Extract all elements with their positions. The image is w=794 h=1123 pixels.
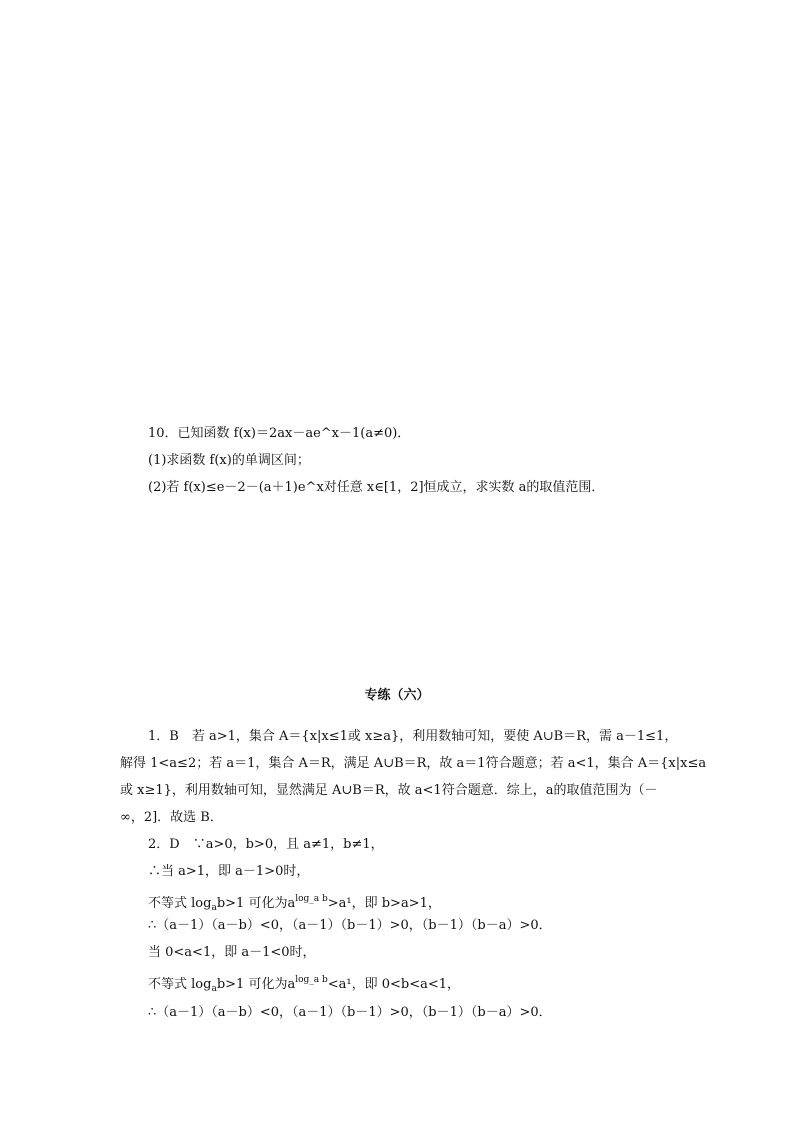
log-base: a	[211, 903, 217, 913]
problem-10-part-1: (1)求函数 f(x)的单调区间；	[148, 453, 310, 468]
exponent: log_a b	[295, 894, 328, 904]
answer-1-line-4: ∞，2]．故选 B．	[120, 810, 223, 825]
section-title: 专练（六）	[364, 688, 430, 703]
answer-2-line-6-post: <a¹，即 0<b<a<1，	[327, 977, 461, 992]
answer-2-line-3-mid: b>1 可化为a	[216, 896, 296, 911]
problem-10-part-2: (2)若 f(x)≤e－2－(a＋1)e^x对任意 x∈[1，2]恒成立，求实数 a的取值范围．	[148, 480, 605, 495]
answer-1-line-3: 或 x≥1}，利用数轴可知，显然满足 A∪B＝R，故 a<1符合题意．综上，a的取值范围为（－	[120, 783, 658, 798]
answer-2-line-2: ∴当 a>1，即 a－1>0时，	[148, 864, 310, 879]
answer-2-line-6-mid: b>1 可化为a	[216, 977, 296, 992]
answer-2-line-3	[148, 889, 441, 913]
log-base: a	[211, 984, 217, 994]
answer-2-line-3-pre: 不等式 log	[148, 896, 212, 911]
answer-1-line-2: 解得 1<a≤2；若 a＝1，集合 A＝R，满足 A∪B＝R，故 a＝1符合题意；若 a<1，集合 A＝{x|x≤a	[120, 756, 707, 771]
answer-2-line-6-pre: 不等式 log	[148, 977, 212, 992]
answer-2-line-1: 2．D ∵a>0，b>0，且 a≠1，b≠1，	[148, 837, 384, 852]
problem-10-statement: 10．已知函数 f(x)＝2ax－ae^x－1(a≠0)．	[148, 426, 411, 441]
answer-2-line-6	[148, 970, 461, 994]
exponent: log_a b	[295, 975, 328, 985]
answer-2-line-7: ∴（a－1）（a－b）<0，（a－1）（b－1）>0，（b－1）（b－a）>0．	[148, 1005, 552, 1020]
answer-2-line-4: ∴（a－1）（a－b）<0，（a－1）（b－1）>0，（b－1）（b－a）>0．	[148, 918, 552, 933]
answer-1-line-1: 1．B 若 a>1，集合 A＝{x|x≤1或 x≥a}，利用数轴可知，要使 A∪B＝R，需 a－1≤1，	[148, 729, 678, 744]
answer-2-line-3-post: >a¹，即 b>a>1，	[327, 896, 441, 911]
answer-2-line-5: 当 0<a<1，即 a－1<0时，	[148, 945, 316, 960]
